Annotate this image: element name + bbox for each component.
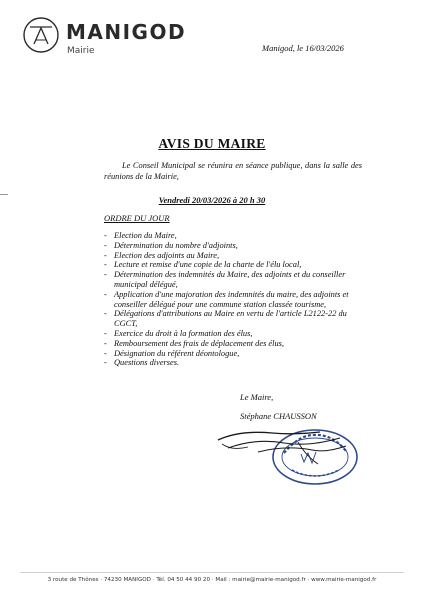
agenda-list [104,231,366,368]
agenda-title: ORDRE DU JOUR [104,213,170,223]
agenda-item: - Délégations d'attributions au Maire en vertu de l'article L2122-22 du CGCT, [104,309,347,329]
agenda-item: - Lecture et remise d'une copie de la charte de l'élu local, [104,260,302,270]
place-date: Manigod, le 16/03/2026 [262,43,344,53]
logo-emblem-icon [22,16,60,54]
agenda-item: - Questions diverses. [104,358,180,368]
agenda-item: - Détermination du nombre d'adjoints, [104,240,238,250]
logo-subtitle: Mairie [67,46,95,56]
agenda-item: - Election des adjoints au Maire, [104,250,220,260]
agenda-item: - Désignation du référent déontologue, [104,348,240,358]
agenda-item: - Détermination des indemnités du Maire, des adjoints et du conseiller municipal délégué, [104,270,346,289]
footer-divider [20,572,404,573]
footer-contact: 3 route de Thônes · 74230 MANIGOD · Tél. 04 50 44 90 20 · Mail : mairie@mairie-manigod.fr · www.mairie-manigod.fr [47,577,377,583]
signature-and-stamp [200,420,370,490]
agenda-item: - Application d'une majoration des indemnités du maire, des adjoints et conseiller délégué pour une commune station classée tourisme, [104,289,349,309]
agenda-item: - Exercice du droit à la formation des élus, [104,328,253,338]
meeting-date: Vendredi 20/03/2026 à 20 h 30 [158,195,266,205]
notice-title: AVIS DU MAIRE [158,136,266,151]
signatory-name: Stéphane CHAUSSON [240,411,317,421]
signatory-title: Le Maire, [240,392,274,402]
agenda-item: - Remboursement des frais de déplacement des élus, [104,338,285,348]
agenda-item: - Election du Maire, [104,231,177,240]
manigod-logo [22,16,202,56]
handwritten-signature-icon [200,420,370,490]
notice-intro: Le Conseil Municipal se réunira en séance publique, dans la salle des réunions de la Mairie, [104,161,362,181]
logo-name: MANIGOD [66,20,187,44]
